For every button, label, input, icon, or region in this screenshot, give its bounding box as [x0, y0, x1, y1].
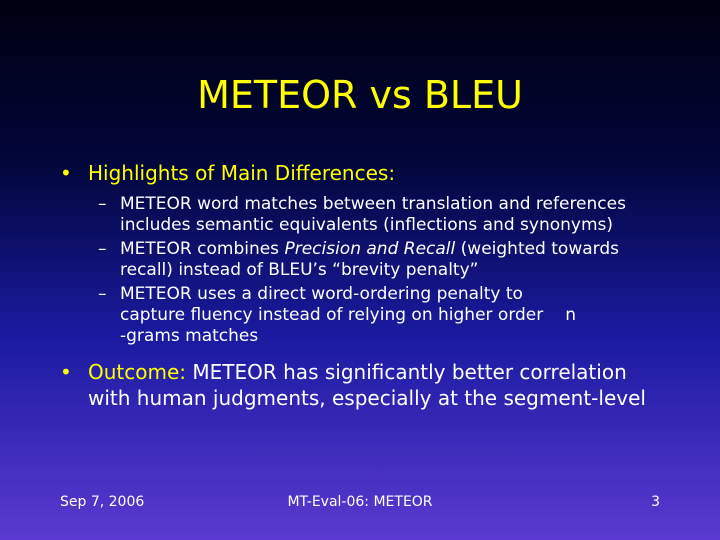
precision-recall-emphasis: Precision and Recall	[284, 239, 456, 259]
sub-bullet-text-pre: METEOR combines	[120, 239, 285, 259]
bullet-highlights	[60, 160, 670, 186]
dash-marker: –	[98, 239, 107, 259]
bullet-marker: •	[60, 360, 72, 384]
dash-marker: –	[98, 284, 107, 304]
sub-bullet-n: n	[565, 305, 577, 325]
sub-bullet-line-1: METEOR uses a direct word-ordering penalty to	[120, 284, 523, 304]
sub-bullet-text-post: (weighted towards recall) instead of BLEU’s “brevity penalty”	[120, 239, 619, 280]
sub-bullet-word-ordering	[60, 284, 670, 347]
footer-title: MT-Eval-06: METEOR	[287, 494, 433, 510]
sub-bullet-line-2-text: capture fluency instead of relying on higher order	[120, 305, 544, 325]
sub-bullet-line-2	[120, 305, 670, 326]
dash-marker: –	[98, 194, 107, 214]
bullet-marker: •	[60, 161, 72, 185]
sub-bullet-line-3: -grams matches	[120, 326, 259, 346]
outcome-text: METEOR has significantly better correlation with human judgments, especially at the segment-level	[88, 360, 646, 410]
outcome-label: Outcome:	[88, 360, 187, 384]
sub-bullet-semantic	[60, 194, 670, 236]
page-number: 3	[651, 494, 660, 510]
sub-bullet-precision-recall	[60, 239, 670, 281]
sub-bullet-list	[60, 194, 670, 347]
bullet-text: Highlights of Main Differences:	[88, 161, 396, 185]
slide-title: METEOR vs BLEU	[197, 73, 523, 117]
sub-bullet-text: METEOR word matches between translation and references includes semantic equivalents (inflections and synonyms)	[120, 194, 626, 235]
footer-date: Sep 7, 2006	[60, 494, 145, 510]
bullet-outcome	[60, 359, 670, 411]
slide-content	[60, 160, 670, 419]
